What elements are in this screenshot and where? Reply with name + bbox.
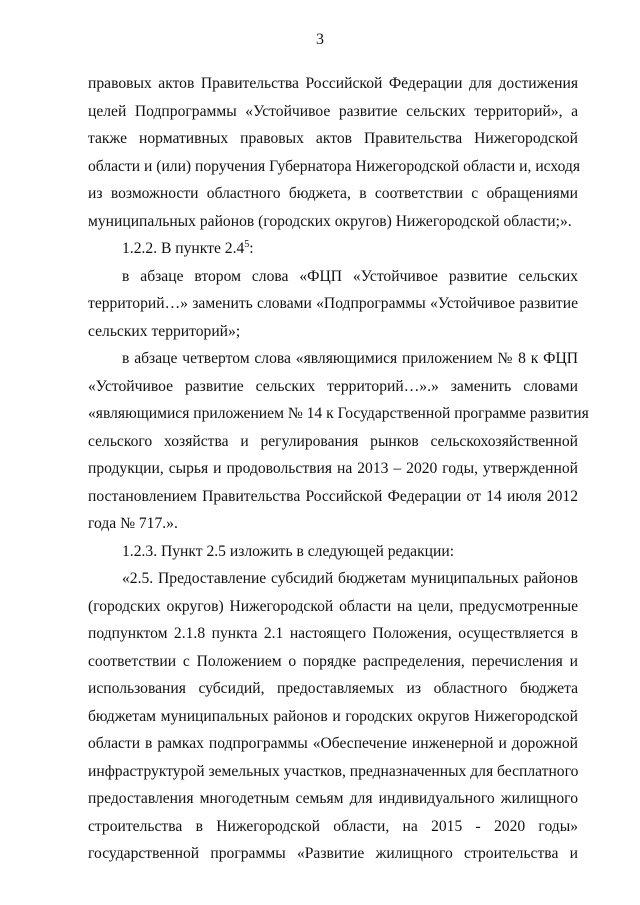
text-line: предоставления многодетным семьям для индивидуального жилищного (88, 790, 578, 807)
text-line: также нормативных правовых актов Правительства Нижегородской (88, 130, 578, 147)
text-line: постановлением Правительства Российской Федерации от 14 июля 2012 (88, 487, 578, 505)
text-line: сельского хозяйства и регулирования рынков сельскохозяйственной (88, 432, 578, 450)
clause-colon: : (249, 240, 254, 257)
text-line: территорий…» заменить словами «Подпрограммы «Устойчивое развитие (88, 295, 578, 312)
text-line: сельских территорий»; (88, 322, 241, 340)
text-line: целей Подпрограммы «Устойчивое развитие сельских территорий», а (88, 102, 578, 120)
text-line: области и (или) поручения Губернатора Нижегородской области и, исходя (88, 157, 581, 175)
text-line: использования субсидий, предоставляемых из областного бюджета (88, 680, 578, 697)
text-line: соответствии с Положением о порядке распределения, перечисления и (88, 652, 578, 670)
page-number: 3 (316, 31, 324, 48)
text-line: области в рамках подпрограммы «Обеспечение инженерной и дорожной (88, 735, 578, 752)
text-line: «2.5. Предоставление субсидий бюджетам муниципальных районов (122, 570, 578, 587)
text-line: строительства в Нижегородской области, на 2015 - 2020 годы» (88, 817, 578, 835)
text-line: в абзаце втором слова «ФЦП «Устойчивое развитие сельских (122, 267, 578, 285)
text-line: подпунктом 2.1.8 пункта 2.1 настоящего Положения, осуществляется в (88, 625, 578, 642)
footnote-superscript: 5 (244, 239, 250, 250)
text-line: года № 717.». (88, 515, 178, 532)
text-line: правовых актов Правительства Российской Федерации для достижения (88, 75, 578, 92)
text-line: инфраструктурой земельных участков, предназначенных для бесплатного (88, 762, 579, 780)
document-body (88, 70, 589, 868)
text-line: из возможности областного бюджета, в соответствии с обращениями (88, 185, 578, 202)
text-line: государственной программы «Развитие жилищного строительства и (88, 845, 578, 862)
text-line: «являющимися приложением № 14 к Государственной программе развития (88, 405, 589, 422)
text-line: «Устойчивое развитие сельских территорий…».» заменить словами (88, 377, 578, 395)
text-line: в абзаце четвертом слова «являющимися приложением № 8 к ФЦП (122, 350, 578, 367)
clause-1-2-2-text: 1.2.2. В пункте 2.4 (122, 240, 245, 257)
text-line: (городских округов) Нижегородской области на цели, предусмотренные (88, 597, 578, 615)
text-line: продукции, сырья и продовольствия на 2013 – 2020 годы, утвержденной (88, 460, 578, 477)
text-line: муниципальных районов (городских округов) Нижегородской области;». (88, 212, 572, 230)
clause-1-2-3-heading: 1.2.3. Пункт 2.5 изложить в следующей редакции: (122, 542, 455, 560)
clause-1-2-2-heading (88, 235, 578, 263)
text-line: бюджетам муниципальных районов и городских округов Нижегородской (88, 707, 578, 725)
